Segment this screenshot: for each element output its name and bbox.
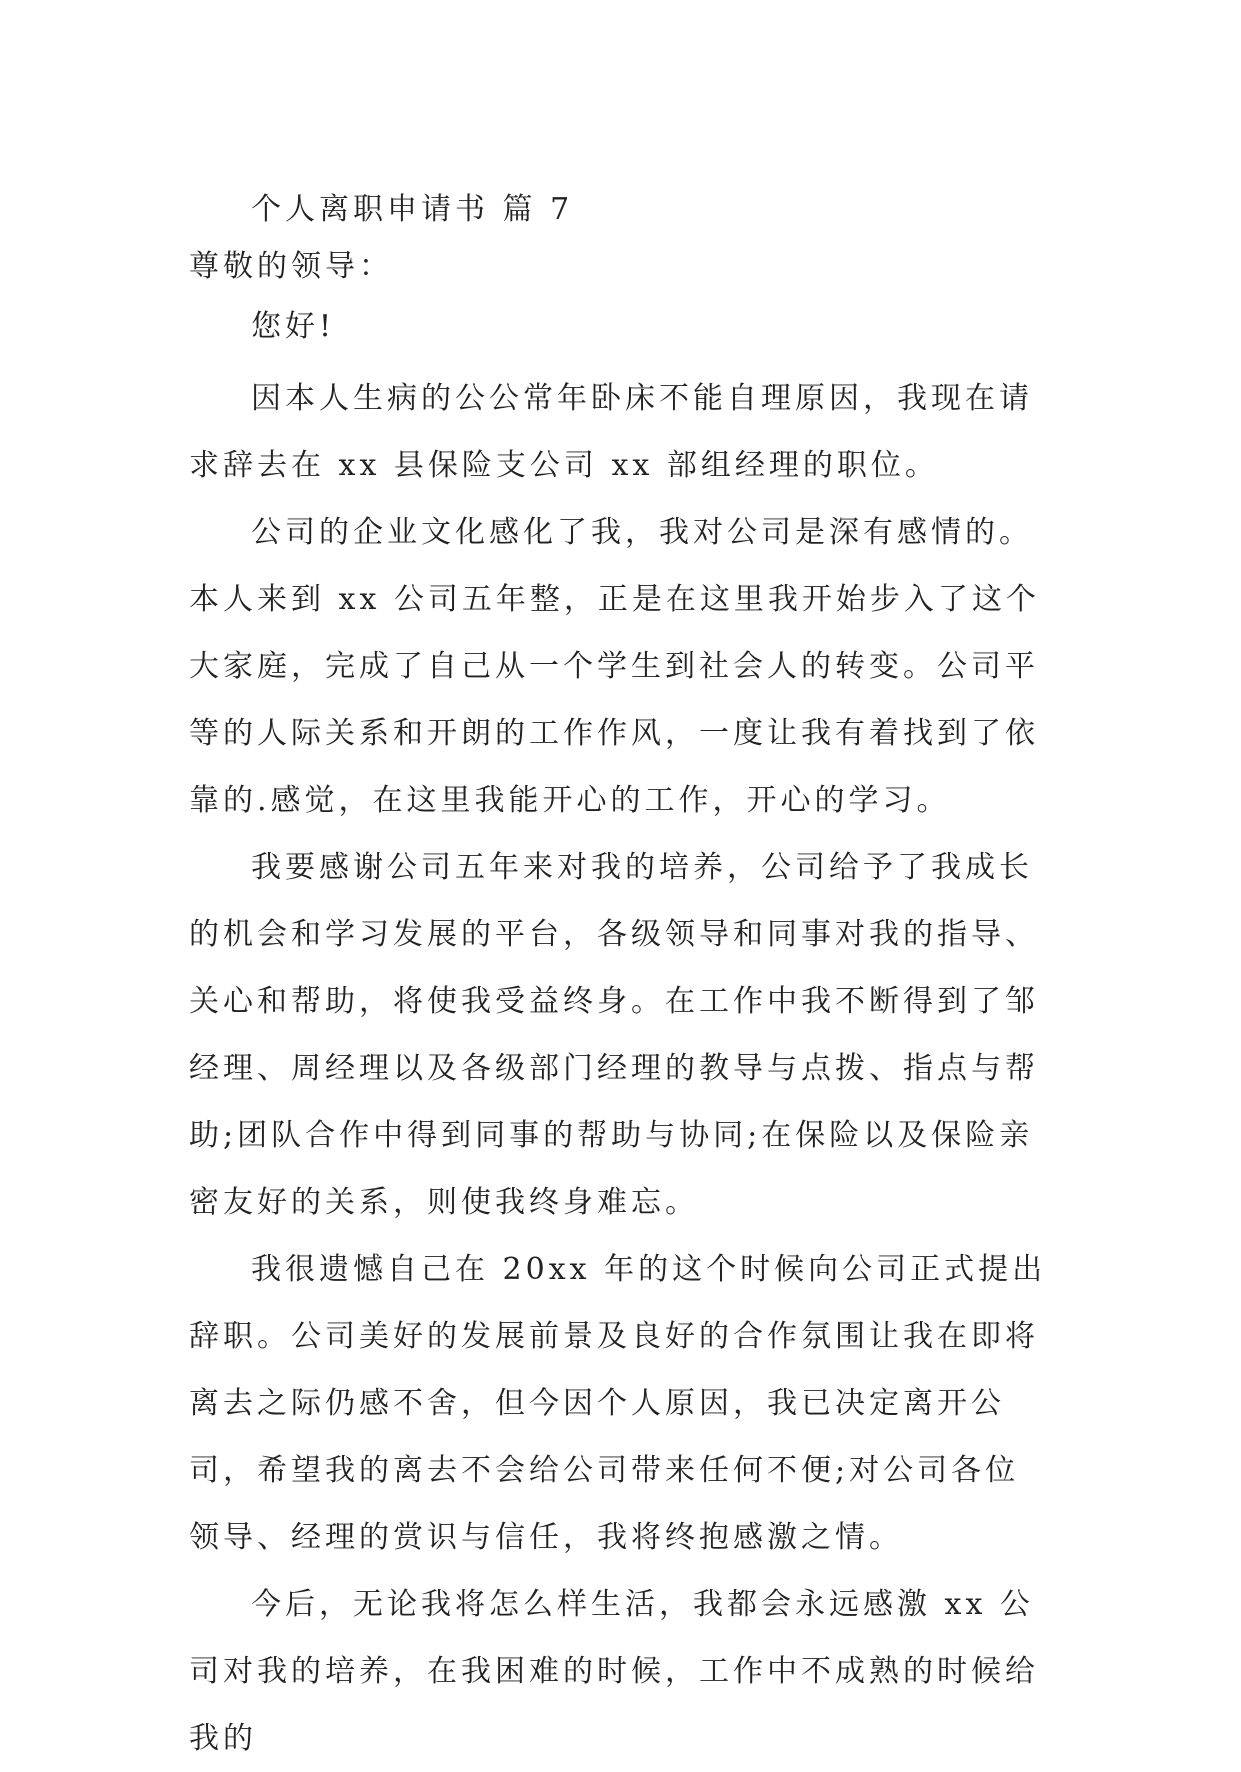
salutation-line: 您好! (251, 309, 336, 344)
paragraph-future: 今后，无论我将怎么样生活，我都会永远感激 xx 公司对我的培养，在我困难的时候，工作中不成熟的时候给我的 (189, 1587, 1039, 1756)
document-body (189, 183, 1047, 1772)
paragraph-regret: 我很遗憾自己在 20xx 年的这个时候向公司正式提出辞职。公司美好的发展前景及良好的合作氛围让我在即将离去之际仍感不舍，但今因个人原因，我已决定离开公司，希望我的离去不会给公司带来任何不便;对公司各位领导、经理的赏识与信任，我将终抱感激之情。 (189, 1252, 1047, 1555)
paragraph-gratitude: 我要感谢公司五年来对我的培养，公司给予了我成长的机会和学习发展的平台，各级领导和同事对我的指导、关心和帮助，将使我受益终身。在工作中我不断得到了邹经理、周经理以及各级部门经理的教导与点拨、指点与帮助;团队合作中得到同事的帮助与协同;在保险以及保险亲密友好的关系，则使我终身难忘。 (189, 850, 1039, 1220)
document-title: 个人离职申请书 篇 7 (251, 192, 574, 227)
paragraph-reason: 因本人生病的公公常年卧床不能自理原因，我现在请求辞去在 xx 县保险支公司 xx 部组经理的职位。 (189, 381, 1033, 483)
greeting-line: 尊敬的领导： (189, 249, 393, 284)
paragraph-company-culture: 公司的企业文化感化了我，我对公司是深有感情的。本人来到 xx 公司五年整，正是在这里我开始步入了这个大家庭，完成了自己从一个学生到社会人的转变。公司平等的人际关系和开朗的工作作风，一度让我有着找到了依靠的.感觉，在这里我能开心的工作，开心的学习。 (189, 515, 1040, 818)
